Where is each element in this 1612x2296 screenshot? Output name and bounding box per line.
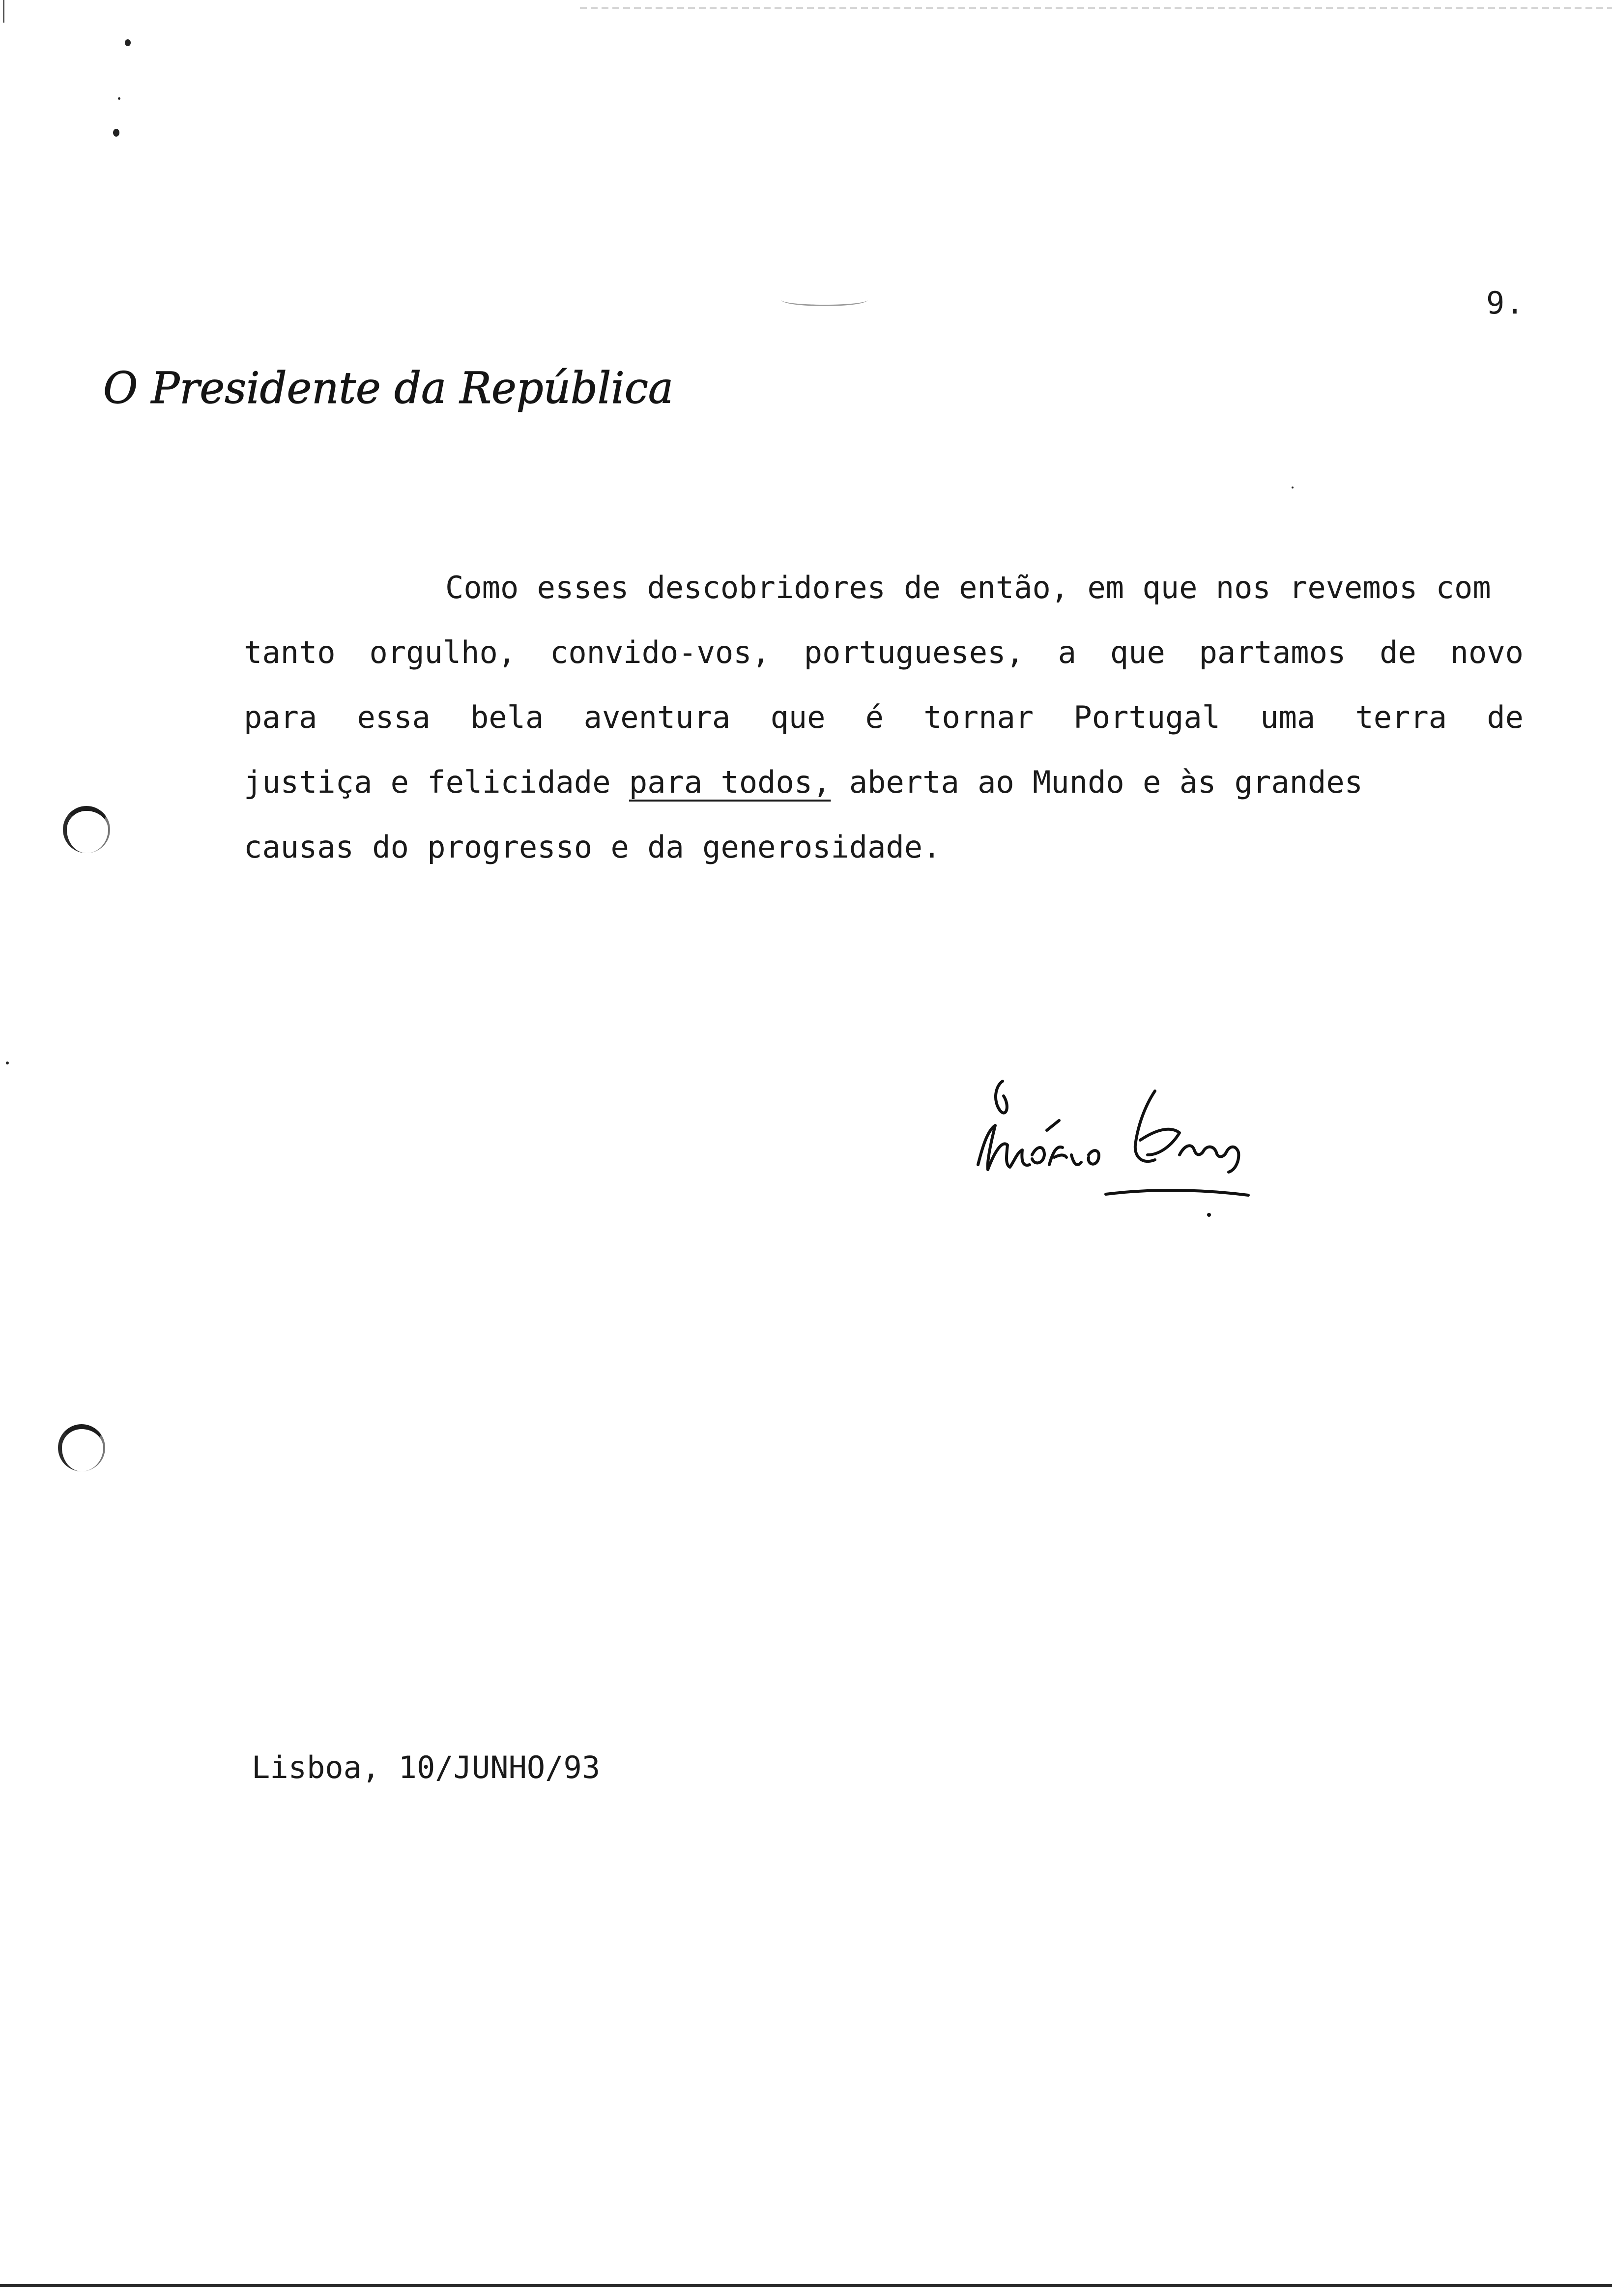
signature-graphic bbox=[949, 1071, 1263, 1248]
body-line: para essa bela aventura que é tornar Portugal uma terra de bbox=[244, 699, 1524, 735]
body-line bbox=[244, 750, 1524, 815]
letterhead-script bbox=[103, 344, 683, 428]
place-and-date: Lisboa, 10/JUNHO/93 bbox=[252, 1750, 601, 1785]
scan-speck bbox=[1292, 487, 1294, 488]
svg-text:O Presidente da República: O Presidente da República bbox=[103, 363, 673, 413]
punch-hole bbox=[63, 806, 110, 853]
underlined-phrase: para todos, bbox=[629, 764, 831, 800]
scan-speck bbox=[6, 1062, 9, 1064]
scan-smudge bbox=[781, 294, 867, 306]
scan-speck bbox=[125, 39, 131, 46]
scan-speck bbox=[118, 97, 120, 100]
body-paragraph bbox=[244, 555, 1524, 880]
body-text: aberta ao Mundo e às grandes bbox=[831, 764, 1363, 800]
body-line: Como esses descobridores de então, em que nos revemos com bbox=[445, 570, 1491, 605]
body-line: causas do progresso e da generosidade. bbox=[244, 829, 941, 865]
letterhead bbox=[103, 344, 683, 430]
scan-edge-left bbox=[3, 0, 4, 23]
page-number: 9. bbox=[1486, 285, 1525, 321]
body-line: tanto orgulho, convido-vos, portugueses, a que partamos de novo bbox=[244, 634, 1524, 670]
scan-speck bbox=[113, 129, 119, 137]
punch-hole bbox=[58, 1424, 105, 1471]
scan-edge-bottom bbox=[0, 2284, 1612, 2287]
scan-edge-top bbox=[580, 7, 1612, 9]
body-text: justiça e felicidade bbox=[244, 764, 629, 800]
signature bbox=[949, 1071, 1263, 1250]
